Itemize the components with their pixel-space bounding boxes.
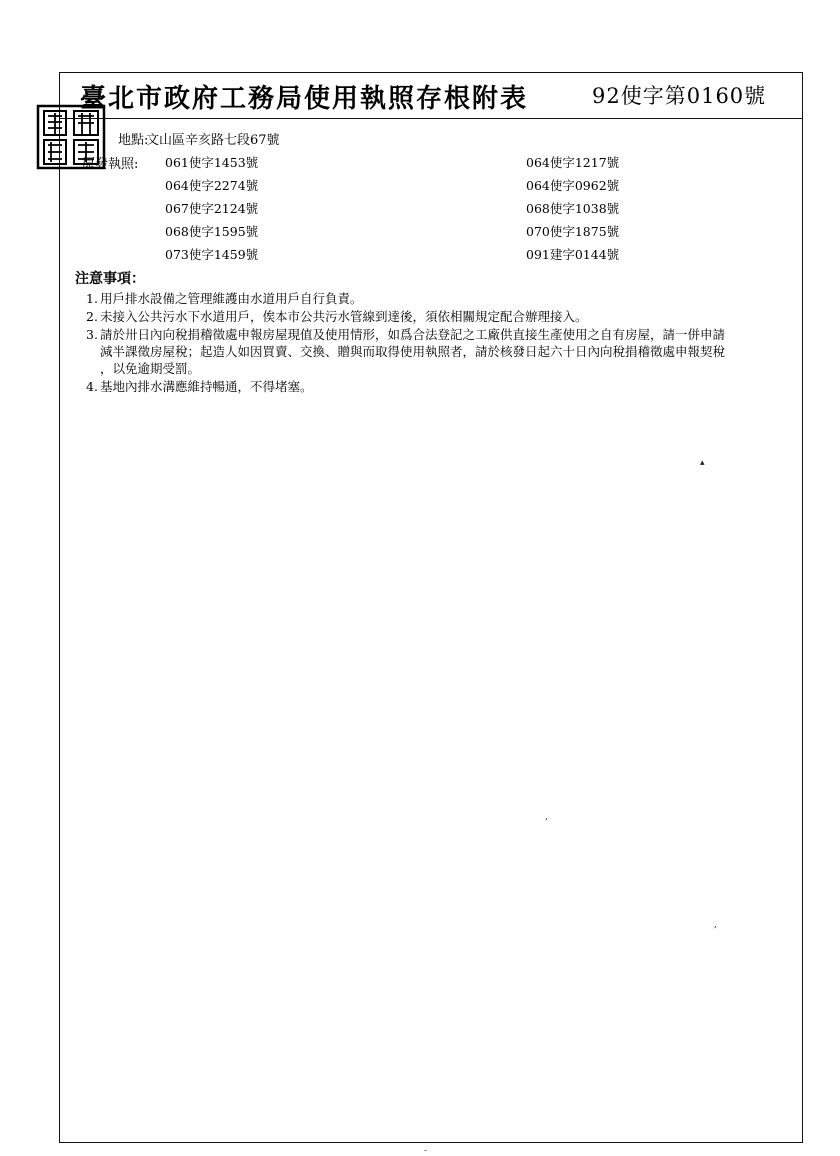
permit-item: 061使字1453號 [165, 155, 259, 170]
notes-title: 注意事項： [75, 271, 145, 287]
note-number: 2. [86, 309, 98, 324]
note-number: 3. [86, 327, 98, 342]
scan-speck: , [545, 812, 548, 822]
permit-number: 92使字第0160號 [592, 84, 767, 108]
permit-item: 064使字0962號 [526, 178, 620, 193]
note-text: 減半課徵房屋稅；起造人如因買賣、交換、贈與而取得使用執照者，請於核發日起六十日內向稅捐稽徵處申報契稅 [100, 344, 726, 359]
permit-item: 067使字2124號 [165, 201, 259, 216]
note-text: 用戶排水設備之管理維護由水道用戶自行負責。 [100, 291, 363, 306]
scan-speck: ▴ [700, 458, 705, 468]
location-value: 文山區辛亥路七段67號 [146, 133, 280, 148]
note-text: 基地內排水溝應維持暢通，不得堵塞。 [100, 379, 313, 394]
note-text: ，以免逾期受罰。 [100, 361, 201, 376]
note-text: 請於卅日內向稅捐稽徵處申報房屋現值及使用情形，如爲合法登記之工廠供直接生產使用之自有房屋，請一併申請 [100, 327, 726, 342]
note-text: 未接入公共污水下水道用戶，俟本市公共污水管線到達後，須依相關規定配合辦理接入。 [100, 309, 588, 324]
original-permits-label: 原發執照: [82, 157, 139, 172]
permit-item: 068使字1595號 [165, 224, 259, 239]
note-number: 1. [86, 291, 98, 306]
permit-item: 091建字0144號 [526, 247, 620, 262]
permit-item: 064使字1217號 [526, 155, 620, 170]
location-label: 地點: [118, 133, 149, 148]
header-divider [59, 118, 803, 119]
permit-item: 064使字2274號 [165, 178, 259, 193]
permit-item: 073使字1459號 [165, 247, 259, 262]
page-mark: - [424, 1146, 428, 1156]
document-title: 臺北市政府工務局使用執照存根附表 [80, 84, 529, 114]
permit-item: 068使字1038號 [526, 201, 620, 216]
scan-speck: , [714, 920, 717, 930]
note-number: 4. [86, 379, 98, 394]
permit-item: 070使字1875號 [526, 224, 620, 239]
